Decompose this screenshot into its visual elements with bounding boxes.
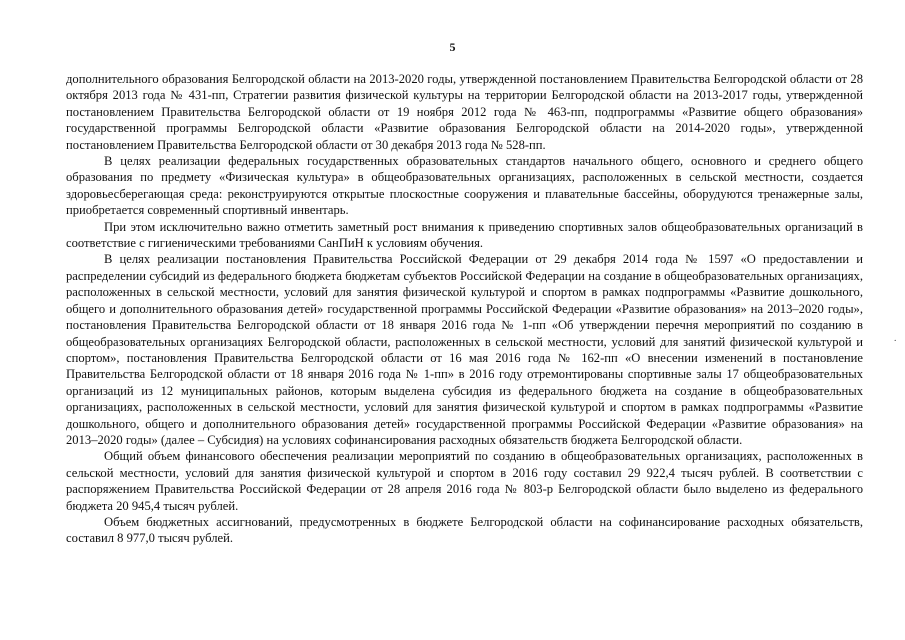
paragraph-sanpin: При этом исключительно важно отметить заметный рост внимания к приведению спортивных залов общеобразовательных организаций в соответствие с гигиеническими требованиями СанПиН к условиям обучения. xyxy=(66,219,863,251)
paragraph-fgos-standards: В целях реализации федеральных государственных образовательных стандартов начального общего, основного и среднего общего образования по предмету «Физическая культура» в общеобразовательных организациях, расположенных в сельской местности, создается здоровьесберегающая среда: реконструируются открытые плоскостные сооружения и плавательные бассейны, оборудуются тренажерные залы, приобретается современный спортивный инвентарь. xyxy=(66,154,863,218)
paragraph-financing-total: Общий объем финансового обеспечения реализации мероприятий по созданию в общеобразовательных организациях, расположенных в сельской местности, условий для занятия физической культурой и спортом в 2016 году составил 29 922,4 тысяч рублей. В соответствии с распоряжением Правительства Российской Федерации от 28 апреля 2016 года № 803-р Белгородской области было выделено из федерального бюджета 20 945,4 тысяч рублей. xyxy=(66,449,863,513)
paragraph-budget-allocations: Объем бюджетных ассигнований, предусмотренных в бюджете Белгородской области на софинансирование расходных обязательств, составил 8 977,0 тысяч рублей. xyxy=(66,514,863,546)
scan-edge-mark: · xyxy=(893,335,897,347)
document-body xyxy=(66,71,863,547)
paragraph-government-decree: В целях реализации постановления Правительства Российской Федерации от 29 декабря 2014 года № 1597 «О предоставлении и распределении субсидий из федерального бюджета бюджетам субъектов Российской Федерации на создание в общеобразовательных организациях, расположенных в сельской местности, условий для занятия физической культурой и спортом в рамках подпрограммы «Развитие дошкольного, общего и дополнительного образования детей» государственной программы Российской Федерации «Развитие образования» на 2013–2020 годы», постановления Правительства Белгородской области от 18 января 2016 года № 1-пп «Об утверждении перечня мероприятий по созданию в общеобразовательных организациях Белгородской области, расположенных в сельской местности, условий для занятий физической культурой и спортом», постановления Правительства Белгородской области от 16 мая 2016 года № 162-пп «О внесении изменений в постановление Правительства Белгородской области от 18 января 2016 года № 1-пп» в 2016 году отремонтированы спортивные залы 17 общеобразовательных организаций из 12 муниципальных районов, которым выделена субсидия из федерального бюджета на создание в общеобразовательных организациях, расположенных в сельской местности, условий для занятия физической культурой и спортом в рамках подпрограммы «Развитие дошкольного, общего и дополнительного образования детей» государственной программы Российской Федерации «Развитие образования» на 2013–2020 годы» (далее – Субсидия) на условиях софинансирования расходных обязательств бюджета Белгородской области. xyxy=(66,252,863,447)
page-number: 5 xyxy=(449,40,456,54)
paragraph-continuation: дополнительного образования Белгородской области на 2013-2020 годы, утвержденной постановлением Правительства Белгородской области от 28 октября 2013 года № 431-пп, Стратегии развития физической культуры на территории Белгородской области на 2013-2017 годы, утвержденной постановлением Правительства Белгородской области от 19 ноября 2012 года № 463-пп, подпрограммы «Развитие общего образования» государственной программы Белгородской области «Развитие образования Белгородской области на 2014-2020 годы», утвержденной постановлением Правительства Белгородской области от 30 декабря 2013 года № 528-пп. xyxy=(66,72,863,152)
